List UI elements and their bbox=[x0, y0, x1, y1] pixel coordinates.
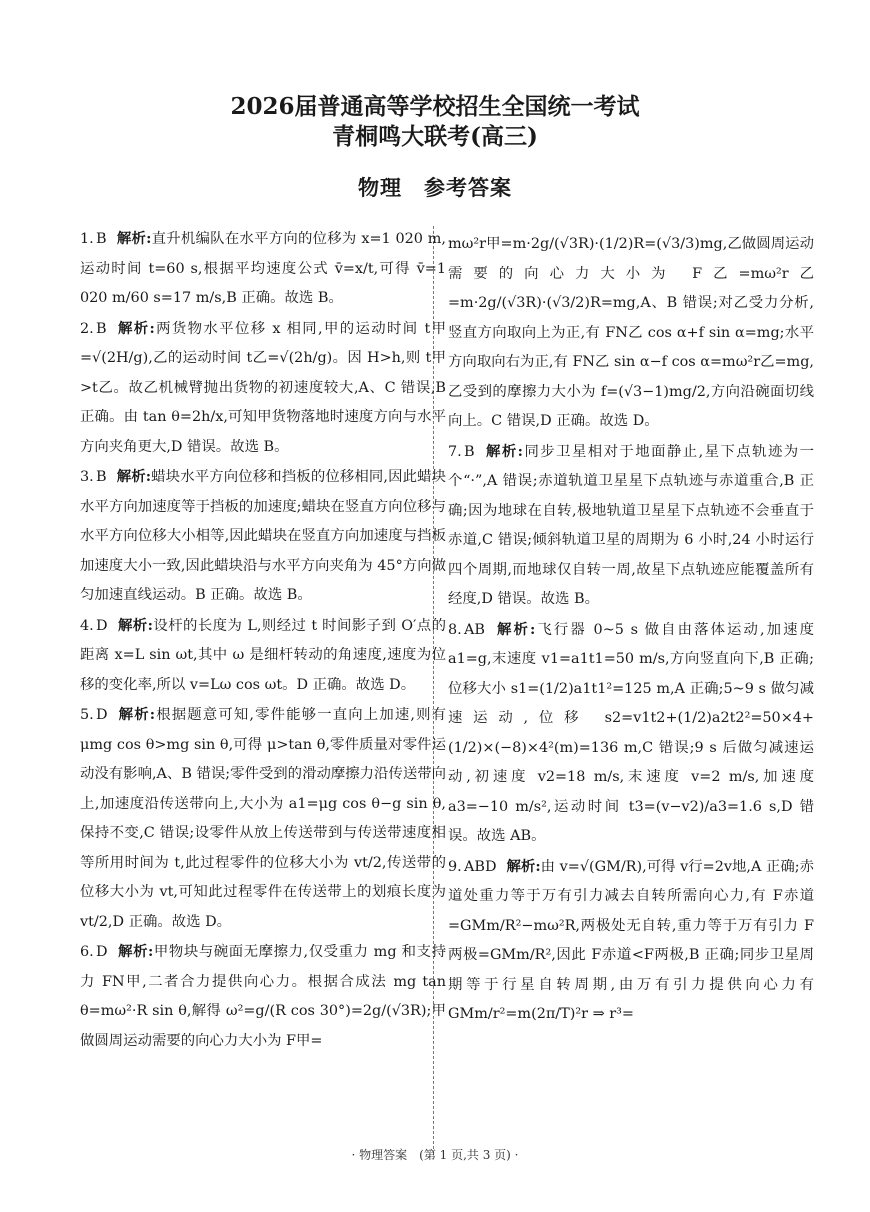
answer-choice: B bbox=[464, 443, 475, 460]
analysis-text: 根据题意可知,零件能够一直向上加速,则有 μmg cos θ>mg sin θ,可得 μ>tan θ,零件质量对零件运动没有影响,A、B 错误;零件受到的滑动摩擦力沿传送带向上,加速度沿传送带向上,大小为 a1=μg cos θ−g sin θ,保持不变,C 错误;设零件从放上传送带到与传送带速度相等所用时间为 t,此过程零件的位移大小为 vt/2,传送带的位移大小为 vt,可知此过程零件在传送带上的划痕长度为 vt/2,D 正确。故选 D。 bbox=[80, 707, 447, 930]
analysis-text: 直升机编队在水平方向的位移为 x=1 020 m,运动时间 t=60 s,根据平均速度公式 v̄=x/t,可得 v̄=1 020 m/60 s=17 m/s,B 正确。故选 B。 bbox=[80, 231, 446, 306]
question-number: 8. bbox=[448, 621, 462, 638]
question-number: 9. bbox=[448, 858, 462, 875]
analysis-label: 解析: bbox=[117, 943, 154, 960]
answer-item bbox=[80, 224, 446, 314]
question-number: 7. bbox=[448, 443, 462, 460]
answer-item bbox=[448, 230, 814, 437]
analysis-text: 飞行器 0~5 s 做自由落体运动,加速度 a1=g,末速度 v1=a1t1=50 m/s,方向竖直向下,B 正确;位移大小 s1=(1/2)a1t1²=125 m,A 正确;5~9 s 做匀减速运动,位移 s2=v1t2+(1/2)a2t2²=50×4+(1/2)×(−8)×4²(m)=136 m,C 错误;9 s 后做匀减速运动,初速度 v2=18 m/s,末速度 v=2 m/s,加速度 a3=−10 m/s²,运动时间 t3=(v−v2)/a3=1.6 s,D 错误。故选 AB。 bbox=[448, 621, 815, 844]
question-number: 1. bbox=[80, 231, 94, 247]
question-number: 3. bbox=[80, 469, 94, 485]
answer-choice: AB bbox=[464, 621, 485, 638]
answer-choice: D bbox=[96, 707, 108, 723]
question-number: 2. bbox=[80, 320, 94, 337]
analysis-label: 解析: bbox=[484, 442, 523, 460]
analysis-text: 甲物块与碗面无摩擦力,仅受重力 mg 和支持力 FN甲,二者合力提供向心力。根据合成法 mg tan θ=mω²·R sin θ,解得 ω²=g/(R cos 30°)=2g/(√3R);甲做圆周运动需要的向心力大小为 F甲= bbox=[80, 944, 446, 1049]
answer-choice: D bbox=[96, 944, 108, 960]
left-column bbox=[80, 224, 446, 1056]
exam-subtitle: 青桐鸣大联考(高三) bbox=[332, 123, 538, 150]
analysis-label: 解析: bbox=[506, 857, 541, 875]
answer-choice: B bbox=[96, 469, 107, 485]
answer-item bbox=[80, 611, 446, 701]
analysis-label: 解析: bbox=[117, 706, 156, 723]
analysis-text: 蜡块水平方向位移和挡板的位移相同,因此蜡块水平方向加速度等于挡板的加速度;蜡块在竖直方向位移与水平方向位移大小相等,因此蜡块在竖直方向加速度与挡板加速度大小一致,因此蜡块沿与水平方向夹角为 45°方向做匀加速直线运动。B 正确。故选 B。 bbox=[80, 469, 447, 603]
answer-choice: B bbox=[96, 320, 107, 337]
analysis-text: 由 v=√(GM/R),可得 v行=2v地,A 正确;赤道处重力等于万有引力减去自转所需向心力,有 F赤道=GMm/R²−mω²R,两极处无自转,重力等于万有引力 F两极=GMm/R²,因此 F赤道<F两极,B 正确;同步卫星周期等于行星自转周期,由万有引力提供向心力有 GMm/r²=m(2π/T)²r ⇒ r³= bbox=[448, 858, 814, 1022]
answer-choice: B bbox=[96, 231, 107, 247]
exam-title: 2026届普通高等学校招生全国统一考试 bbox=[230, 93, 640, 120]
answer-item bbox=[80, 937, 446, 1056]
analysis-label: 解析: bbox=[494, 620, 536, 638]
answer-item bbox=[80, 700, 446, 937]
answer-item bbox=[448, 852, 814, 1030]
analysis-text: 两货物水平位移 x 相同,甲的运动时间 t甲=√(2H/g),乙的运动时间 t乙=√(2h/g)。因 H>h,则 t甲>t乙。故乙机械臂抛出货物的初速度较大,A、C 错误,B 正确。由 tan θ=2h/x,可知甲货物落地时速度方向与水平方向夹角更大,D 错误。故选 B。 bbox=[80, 320, 446, 455]
answer-item bbox=[448, 615, 814, 852]
analysis-label: 解析: bbox=[116, 468, 152, 485]
question-number: 5. bbox=[80, 707, 94, 723]
answer-item bbox=[80, 314, 446, 463]
answer-item bbox=[80, 462, 446, 611]
analysis-label: 解析: bbox=[117, 616, 153, 634]
analysis-label: 解析: bbox=[116, 230, 152, 247]
page-footer: · 物理答案 (第 1 页,共 3 页) · bbox=[351, 1148, 519, 1162]
answer-choice: D bbox=[96, 617, 108, 634]
question-number: 4. bbox=[80, 617, 94, 634]
question-number: 6. bbox=[80, 944, 94, 960]
analysis-text: 设杆的长度为 L,则经过 t 时间影子到 O′点的距离 x=L sin ωt,其中 ω 是细杆转动的角速度,速度为位移的变化率,所以 v=Lω cos ωt。D 正确。故选 D。 bbox=[80, 617, 447, 693]
answer-item bbox=[448, 437, 814, 615]
analysis-text: mω²r甲=m·2g/(√3R)·(1/2)R=(√3/3)mg,乙做圆周运动需要的向心力大小为 F乙=mω²r乙=m·2g/(√3R)·(√3/2)R=mg,A、B 错误;对乙受力分析,竖直方向取向上为正,有 FN乙 cos α+f sin α=mg;水平方向取向右为正,有 FN乙 sin α−f cos α=mω²r乙=mg,乙受到的摩擦力大小为 f=(√3−1)mg/2,方向沿碗面切线向上。C 错误,D 正确。故选 D。 bbox=[448, 236, 814, 429]
analysis-label: 解析: bbox=[116, 319, 155, 337]
analysis-text: 同步卫星相对于地面静止,星下点轨迹为一个“·”,A 错误;赤道轨道卫星星下点轨迹与赤道重合,B 正确;因为地球在自转,极地轨道卫星星下点轨迹不会垂直于赤道,C 错误;倾斜轨道卫星的周期为 6 小时,24 小时运行四个周期,而地球仅自转一周,故星下点轨迹应能覆盖所有经度,D 错误。故选 B。 bbox=[448, 443, 815, 607]
right-column bbox=[448, 230, 814, 1030]
section-title: 物理 参考答案 bbox=[358, 175, 512, 200]
answer-choice: ABD bbox=[464, 858, 497, 875]
